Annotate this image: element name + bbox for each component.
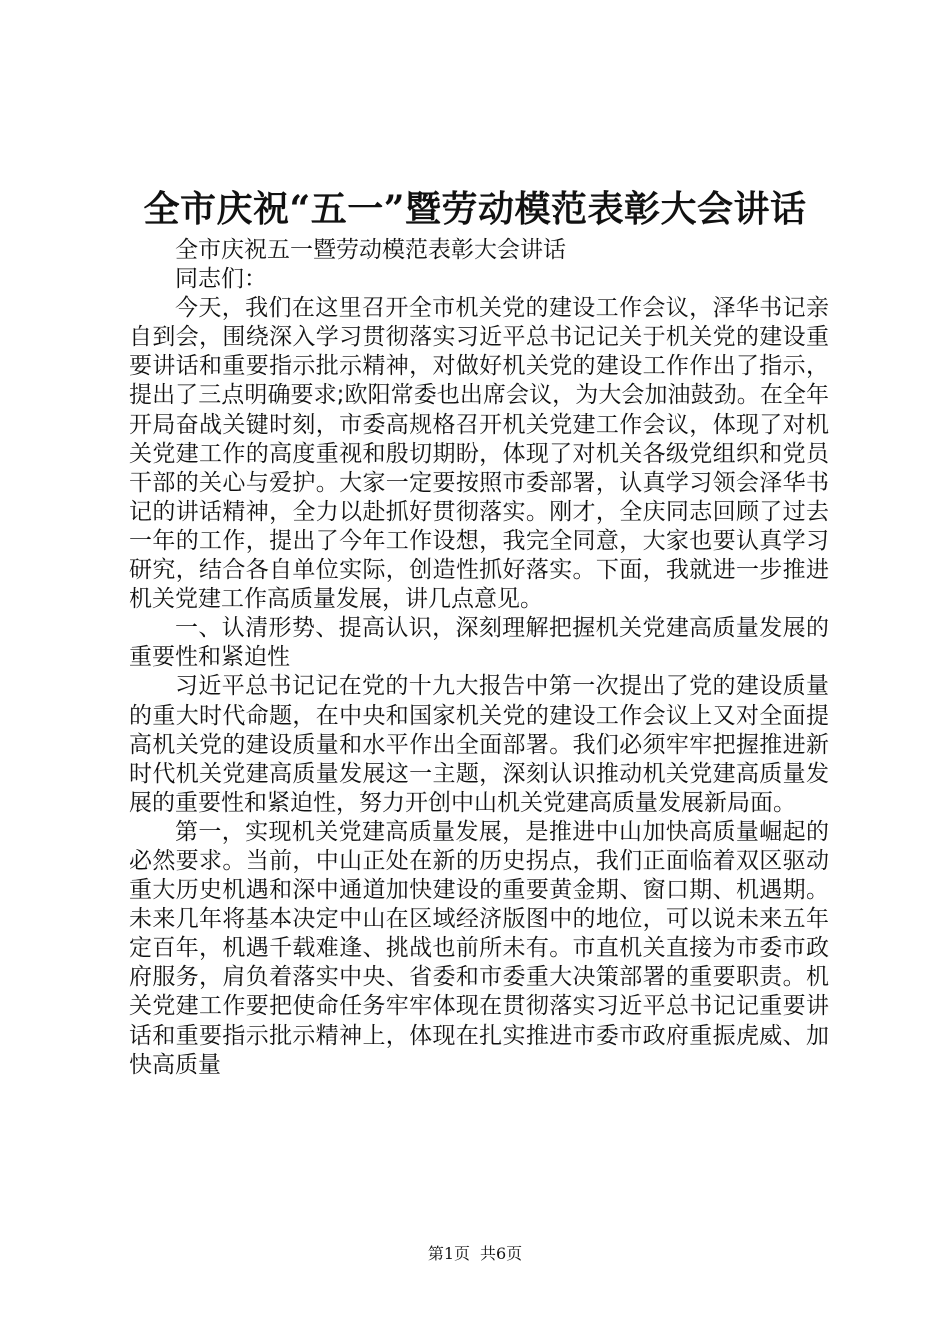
body-paragraph: 第一，实现机关党建高质量发展，是推进中山加快高质量崛起的必然要求。当前，中山正处在新的历史拐点，我们正面临着双区驱动重大历史机遇和深中通道加快建设的重要黄金期、窗口期、机遇期。未来几年将基本决定中山在区域经济版图中的地位，可以说未来五年定百年，机遇千载难逢、挑战也前所未有。市直机关直接为市委市政府服务，肩负着落实中央、省委和市委重大决策部署的重要职责。机关党建工作要把使命任务牢牢体现在贯彻落实习近平总书记记重要讲话和重要指示批示精神上，体现在扎实推进市委市政府重振虎威、加快高质量 <box>129 818 829 1078</box>
page-footer <box>0 1244 950 1264</box>
body-paragraph: 同志们： <box>175 266 267 293</box>
page-total: 共6页 <box>480 1244 523 1263</box>
body-paragraph: 全市庆祝五一暨劳动模范表彰大会讲话 <box>175 237 566 263</box>
document-body <box>129 236 829 1080</box>
page-number: 第1页 <box>427 1244 470 1263</box>
body-paragraph: 习近平总书记记在党的十九大报告中第一次提出了党的建设质量的重大时代命题，在中央和国家机关党的建设工作会议上又对全面提高机关党的建设质量和水平作出全面部署。我们必须牢牢把握推进新时代机关党建高质量发展这一主题，深刻认识推动机关党建高质量发展的重要性和紧迫性，努力开创中山机关党建高质量发展新局面。 <box>129 673 829 816</box>
section-heading: 一、认清形势、提高认识，深刻理解把握机关党建高质量发展的重要性和紧迫性 <box>129 615 829 671</box>
body-paragraph: 今天，我们在这里召开全市机关党的建设工作会议，泽华书记亲自到会，围绕深入学习贯彻落实习近平总书记记关于机关党的建设重要讲话和重要指示批示精神，对做好机关党的建设工作作出了指示，提出了三点明确要求;欧阳常委也出席会议，为大会加油鼓劲。在全年开局奋战关键时刻，市委高规格召开机关党建工作会议，体现了对机关党建工作的高度重视和殷切期盼，体现了对机关各级党组织和党员干部的关心与爱护。大家一定要按照市委部署，认真学习领会泽华书记的讲话精神，全力以赴抓好贯彻落实。刚才，全庆同志回顾了过去一年的工作，提出了今年工作设想，我完全同意，大家也要认真学习研究，结合各自单位实际，创造性抓好落实。下面，我就进一步推进机关党建工作高质量发展，讲几点意见。 <box>129 295 829 613</box>
document-title: 全市庆祝“五一”暨劳动模范表彰大会讲话 <box>143 188 807 230</box>
